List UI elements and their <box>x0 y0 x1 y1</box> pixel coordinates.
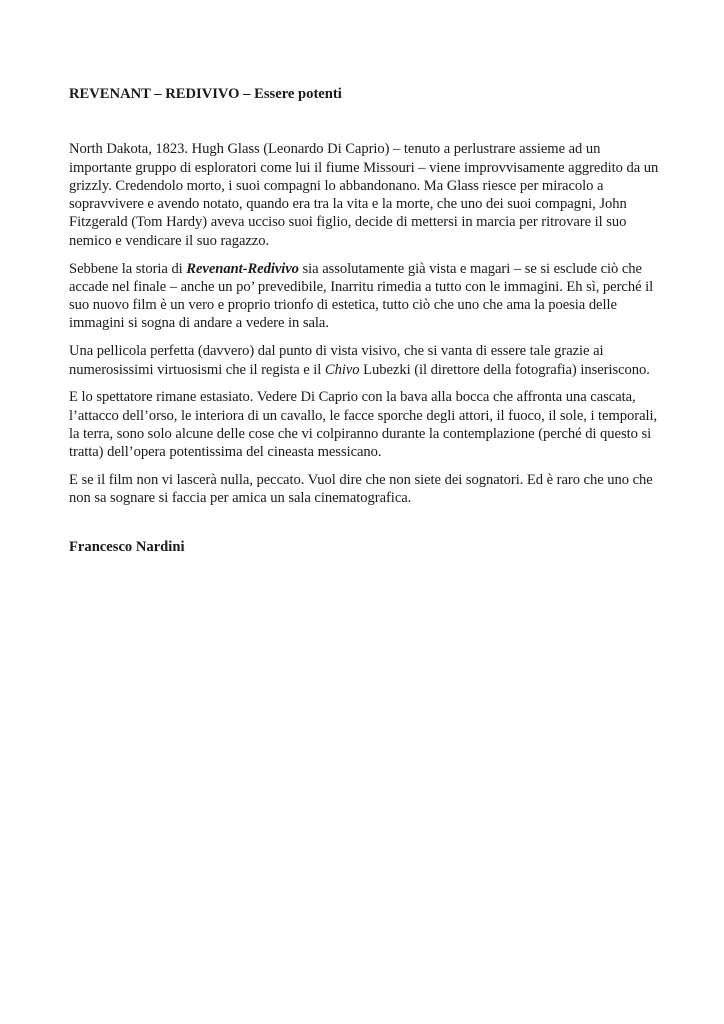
paragraph-story-intro: Sebbene la storia di <box>69 260 187 277</box>
paragraph-story-body: sia assolutamente già vista e magari – se si esclude ciò che accade nel finale – anche un po’ prevedibile, Inarritu rimedia a tutto con le immagini. Eh sì, perché il suo nuovo film è un vero e proprio trionfo di estetica, tutto ciò che uno che ama la poesia delle immagini si sogna di andare a vedere in sala. <box>69 260 654 332</box>
paragraph-story <box>69 260 659 333</box>
paragraph-spectator: E lo spettatore rimane estasiato. Vedere Di Caprio con la bava alla bocca che affronta una cascata, l’attacco dell’orso, le interiora di un cavallo, le facce sporche degli attori, il fuoco, il sole, i temporali, la terra, sono solo alcune delle cose che vi colpiranno durante la contemplazione (perché di questo si tratta) dell’opera potentissima del cineasta messicano. <box>69 389 658 461</box>
chivo-nickname: Chivo <box>324 361 360 378</box>
paragraph-visuals-end: Lubezki (il direttore della fotografia) inseriscono. <box>359 361 650 378</box>
paragraph-plot: North Dakota, 1823. Hugh Glass (Leonardo Di Caprio) – tenuto a perlustrare assieme ad un importante gruppo di esploratori come lui il fiume Missouri – viene improvvisamente aggredito da un grizzly. Credendolo morto, i suoi compagni lo abbandonano. Ma Glass riesce per miracolo a sopravvivere e avendo notato, quando era tra la vita e la morte, che uno dei suoi compagni, John Fitzgerald (Tom Hardy) aveva ucciso suoi figlio, decide di mettersi in marcia per ritrovare il suo nemico e vendicare il suo ragazzo. <box>69 141 659 249</box>
document-page <box>69 85 659 556</box>
author-signature: Francesco Nardini <box>69 538 185 555</box>
film-title: Revenant-Redivivo <box>186 260 299 277</box>
paragraph-visuals-intro: Una pellicola perfetta (davvero) dal punto di vista visivo, che si vanta di essere tale grazie ai numerosissimi virtuosismi che il regista e il <box>69 343 604 378</box>
article-title: REVENANT – REDIVIVO – Essere potenti <box>69 86 342 102</box>
paragraph-visuals <box>69 342 659 379</box>
paragraph-conclusion: E se il film non vi lascerà nulla, peccato. Vuol dire che non siete dei sognatori. Ed è raro che uno che non sa sognare si faccia per amica un sala cinematografica. <box>69 472 653 507</box>
